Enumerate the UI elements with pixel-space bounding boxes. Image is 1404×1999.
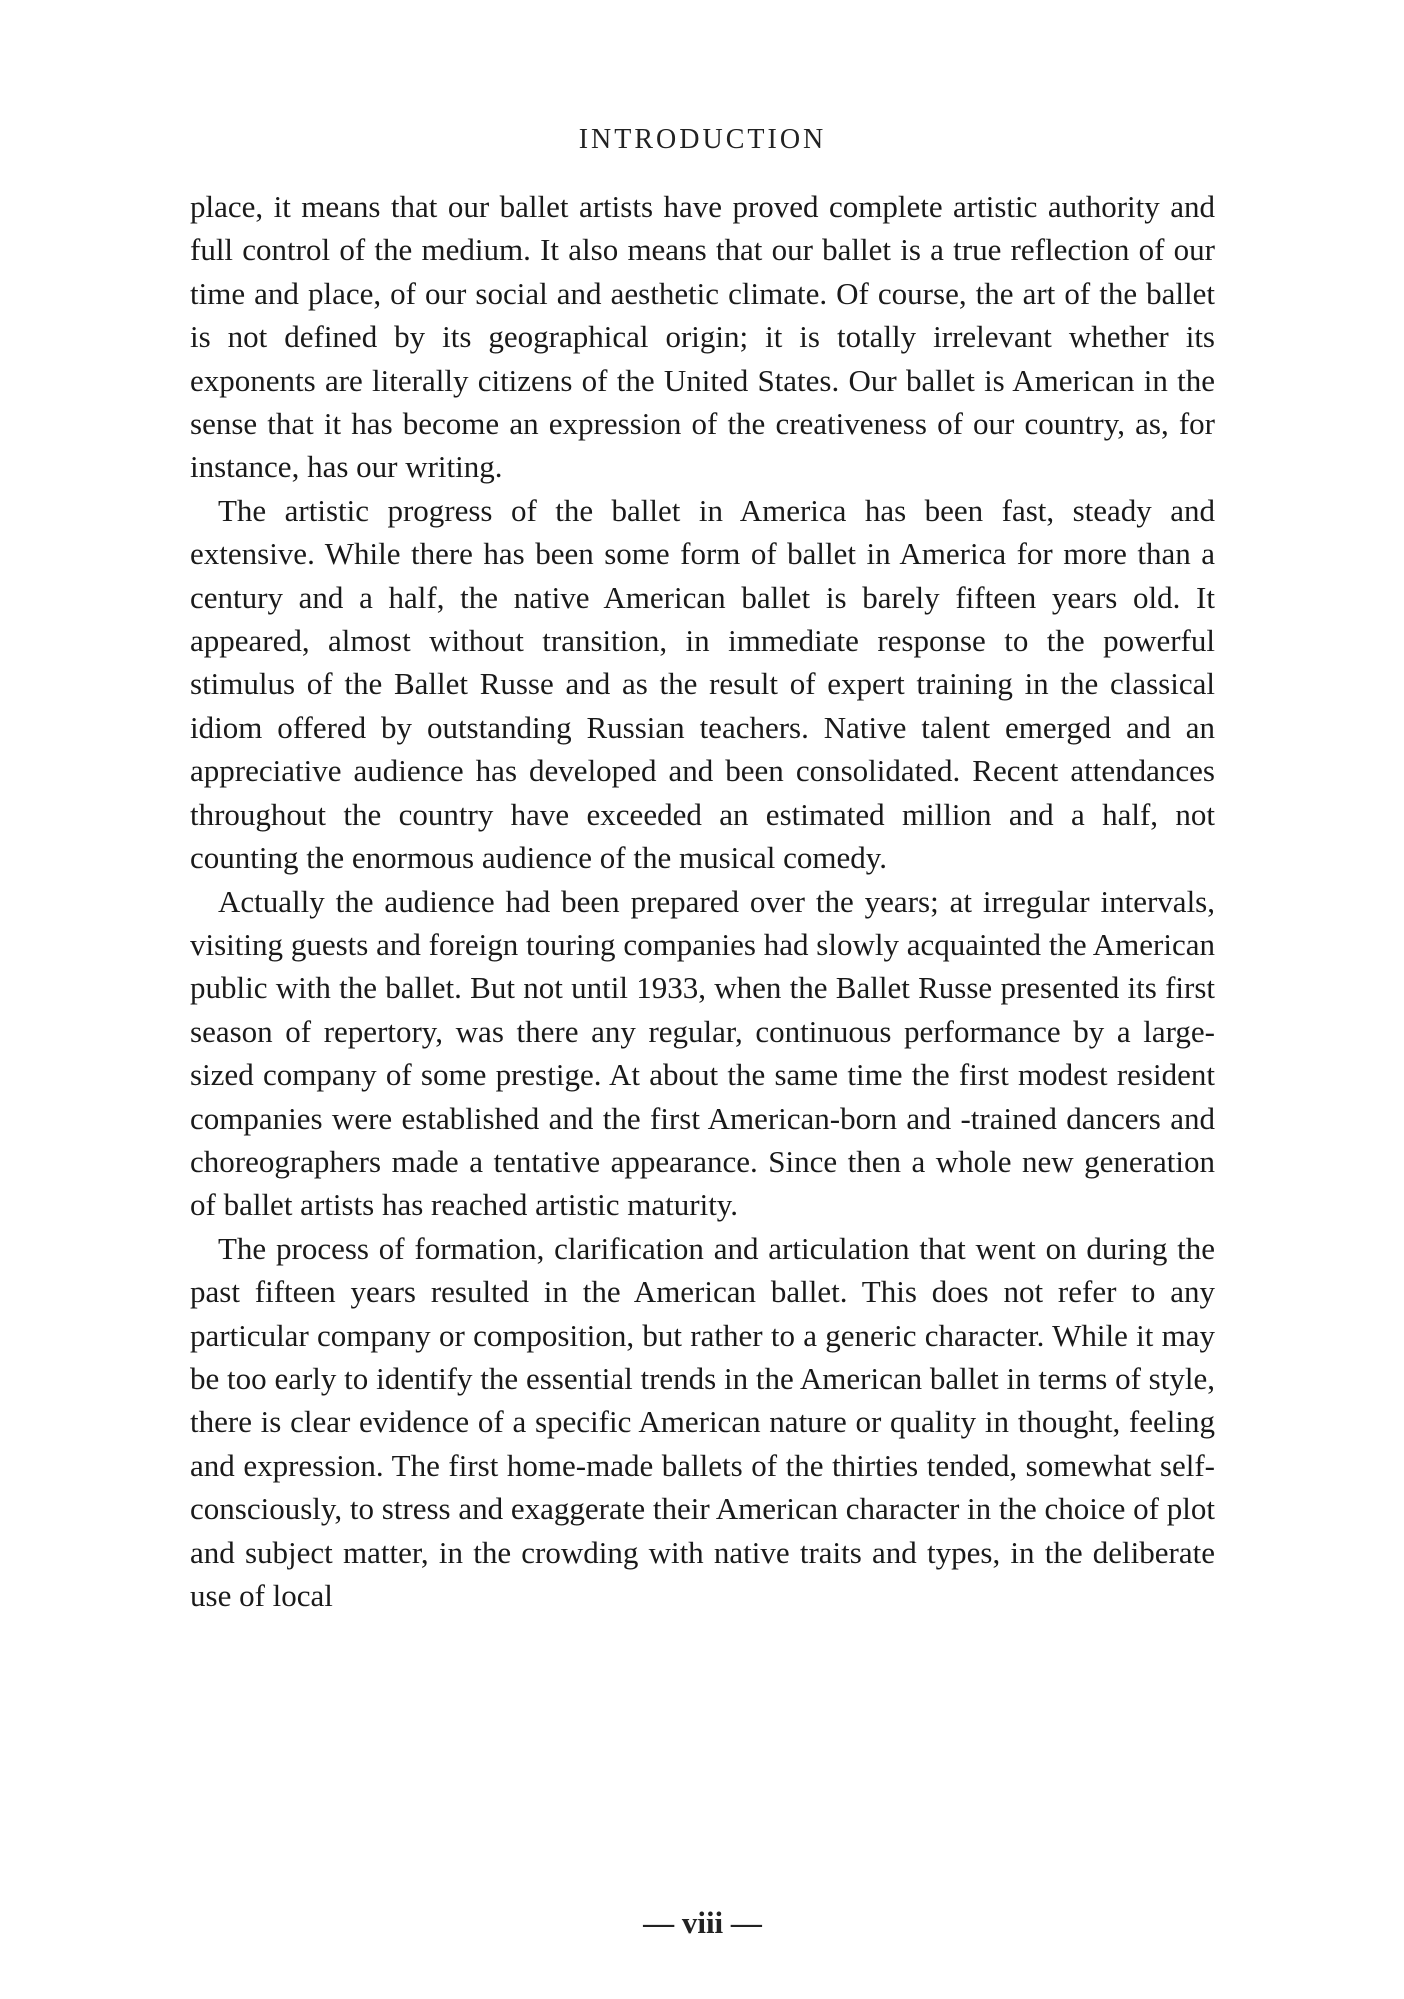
paragraph-1: place, it means that our ballet artists have proved complete artistic authority and full control of the medium. It also means that our ballet is a true reflection of our time and place, of our social and aesthetic climate. Of course, the art of the ballet is not defined by its geographical origin; it is totally irrelevant whether its exponents are literally citizens of the United States. Our ballet is American in the sense that it has become an expression of the creativeness of our country, as, for instance, has our writing.: [190, 189, 1215, 485]
paragraph-3: Actually the audience had been prepared over the years; at irregular intervals, visiting guests and foreign touring companies had slowly acquainted the American public with the ballet. But not until 1933, when the Ballet Russe presented its first season of repertory, was there any regular, continuous performance by a large-sized company of some prestige. At about the same time the first modest resident companies were established and the first American-born and -trained dancers and choreographers made a tentative appearance. Since then a whole new generation of ballet artists has reached artistic maturity.: [190, 883, 1215, 1223]
paragraph-2: The artistic progress of the ballet in America has been fast, steady and extensive. While there has been some form of ballet in America for more than a century and a half, the native American ballet is barely fifteen years old. It appeared, almost without transition, in immediate response to the powerful stimulus of the Ballet Russe and as the result of expert training in the classical idiom offered by outstanding Russian teachers. Native talent emerged and an appreciative audience has developed and been consolidated. Recent attendances throughout the country have exceeded an estimated million and a half, not counting the enormous audience of the musical comedy.: [190, 492, 1215, 876]
paragraph-4: The process of formation, clarification and articulation that went on during the past fifteen years resulted in the American ballet. This does not refer to any particular company or composition, but rather to a generic character. While it may be too early to identify the essential trends in the American ballet in terms of style, there is clear evidence of a specific American nature or quality in thought, feeling and expression. The first home-made ballets of the thirties tended, somewhat self-consciously, to stress and exaggerate their American character in the choice of plot and subject matter, in the crowding with native traits and types, in the deliberate use of local: [190, 1230, 1215, 1613]
running-head: INTRODUCTION: [578, 124, 827, 155]
page-number: — viii —: [643, 1905, 762, 1940]
body-text: [190, 185, 1215, 1617]
book-page: [190, 0, 1215, 1999]
